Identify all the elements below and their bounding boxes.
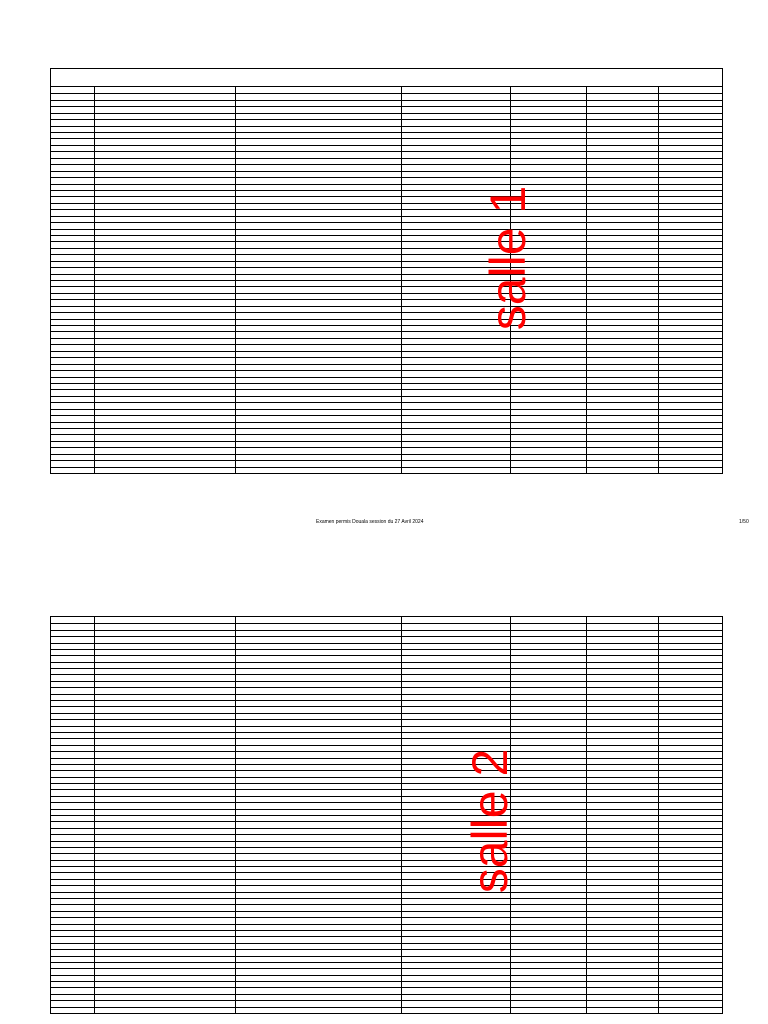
- row-divider: [51, 357, 722, 358]
- row-divider: [51, 364, 722, 365]
- row-divider: [51, 280, 722, 281]
- row-divider: [51, 898, 722, 899]
- column-divider: [658, 617, 659, 1013]
- row-divider: [51, 402, 722, 403]
- row-divider: [51, 331, 722, 332]
- row-divider: [51, 299, 722, 300]
- row-divider: [51, 636, 722, 637]
- table-title-row: [51, 69, 722, 87]
- column-divider: [401, 617, 402, 1013]
- row-divider: [51, 106, 722, 107]
- row-divider: [51, 713, 722, 714]
- footer-title: Examen permis Douala session du 27 Avril 2024: [316, 519, 424, 525]
- attendance-table-1: [50, 68, 723, 474]
- row-divider: [51, 1000, 722, 1001]
- row-divider: [51, 809, 722, 810]
- row-divider: [51, 209, 722, 210]
- row-divider: [51, 917, 722, 918]
- row-divider: [51, 975, 722, 976]
- row-divider: [51, 254, 722, 255]
- row-divider: [51, 93, 722, 94]
- row-divider: [51, 370, 722, 371]
- row-divider: [51, 422, 722, 423]
- row-divider: [51, 700, 722, 701]
- row-divider: [51, 892, 722, 893]
- row-divider: [51, 460, 722, 461]
- row-divider: [51, 687, 722, 688]
- row-divider: [51, 751, 722, 752]
- row-divider: [51, 949, 722, 950]
- row-divider: [51, 396, 722, 397]
- row-divider: [51, 968, 722, 969]
- column-divider: [658, 87, 659, 473]
- row-divider: [51, 190, 722, 191]
- attendance-table-2: [50, 616, 723, 1014]
- column-divider: [94, 617, 95, 1013]
- row-divider: [51, 943, 722, 944]
- column-divider: [235, 87, 236, 473]
- row-divider: [51, 866, 722, 867]
- row-divider: [51, 924, 722, 925]
- row-divider: [51, 241, 722, 242]
- row-divider: [51, 158, 722, 159]
- row-divider: [51, 726, 722, 727]
- row-divider: [51, 777, 722, 778]
- row-divider: [51, 229, 722, 230]
- row-divider: [51, 758, 722, 759]
- row-divider: [51, 815, 722, 816]
- row-divider: [51, 732, 722, 733]
- row-divider: [51, 293, 722, 294]
- row-divider: [51, 630, 722, 631]
- row-divider: [51, 719, 722, 720]
- column-divider: [235, 617, 236, 1013]
- row-divider: [51, 885, 722, 886]
- row-divider: [51, 325, 722, 326]
- row-divider: [51, 203, 722, 204]
- row-divider: [51, 662, 722, 663]
- row-divider: [51, 351, 722, 352]
- row-divider: [51, 655, 722, 656]
- row-divider: [51, 261, 722, 262]
- row-divider: [51, 409, 722, 410]
- row-divider: [51, 643, 722, 644]
- row-divider: [51, 821, 722, 822]
- room-label-stamp: salle 2: [462, 748, 518, 894]
- row-divider: [51, 447, 722, 448]
- row-divider: [51, 344, 722, 345]
- row-divider: [51, 126, 722, 127]
- row-divider: [51, 936, 722, 937]
- page-number: 1/50: [739, 519, 749, 525]
- row-divider: [51, 981, 722, 982]
- row-divider: [51, 1007, 722, 1008]
- row-divider: [51, 681, 722, 682]
- row-divider: [51, 267, 722, 268]
- row-divider: [51, 434, 722, 435]
- row-divider: [51, 987, 722, 988]
- row-divider: [51, 828, 722, 829]
- row-divider: [51, 132, 722, 133]
- column-divider: [586, 87, 587, 473]
- row-divider: [51, 738, 722, 739]
- row-divider: [51, 383, 722, 384]
- row-divider: [51, 694, 722, 695]
- row-divider: [51, 415, 722, 416]
- row-divider: [51, 377, 722, 378]
- row-divider: [51, 745, 722, 746]
- row-divider: [51, 956, 722, 957]
- row-divider: [51, 904, 722, 905]
- row-divider: [51, 235, 722, 236]
- row-divider: [51, 222, 722, 223]
- row-divider: [51, 319, 722, 320]
- row-divider: [51, 872, 722, 873]
- row-divider: [51, 428, 722, 429]
- row-divider: [51, 338, 722, 339]
- row-divider: [51, 184, 722, 185]
- row-divider: [51, 802, 722, 803]
- row-divider: [51, 145, 722, 146]
- row-divider: [51, 879, 722, 880]
- row-divider: [51, 911, 722, 912]
- row-divider: [51, 312, 722, 313]
- row-divider: [51, 834, 722, 835]
- row-divider: [51, 783, 722, 784]
- row-divider: [51, 138, 722, 139]
- row-divider: [51, 248, 722, 249]
- row-divider: [51, 623, 722, 624]
- row-divider: [51, 216, 722, 217]
- row-divider: [51, 764, 722, 765]
- row-divider: [51, 441, 722, 442]
- row-divider: [51, 853, 722, 854]
- row-divider: [51, 674, 722, 675]
- row-divider: [51, 306, 722, 307]
- table-grid: [51, 87, 722, 473]
- row-divider: [51, 100, 722, 101]
- row-divider: [51, 286, 722, 287]
- row-divider: [51, 196, 722, 197]
- row-divider: [51, 113, 722, 114]
- row-divider: [51, 119, 722, 120]
- row-divider: [51, 389, 722, 390]
- row-divider: [51, 796, 722, 797]
- row-divider: [51, 151, 722, 152]
- column-divider: [401, 87, 402, 473]
- row-divider: [51, 177, 722, 178]
- row-divider: [51, 860, 722, 861]
- row-divider: [51, 847, 722, 848]
- column-divider: [94, 87, 95, 473]
- row-divider: [51, 467, 722, 468]
- row-divider: [51, 841, 722, 842]
- row-divider: [51, 930, 722, 931]
- row-divider: [51, 962, 722, 963]
- row-divider: [51, 994, 722, 995]
- row-divider: [51, 789, 722, 790]
- row-divider: [51, 171, 722, 172]
- table-grid: [51, 617, 722, 1013]
- row-divider: [51, 649, 722, 650]
- column-divider: [586, 617, 587, 1013]
- row-divider: [51, 454, 722, 455]
- row-divider: [51, 274, 722, 275]
- row-divider: [51, 164, 722, 165]
- row-divider: [51, 706, 722, 707]
- room-label-stamp: salle 1: [480, 185, 536, 331]
- row-divider: [51, 770, 722, 771]
- row-divider: [51, 668, 722, 669]
